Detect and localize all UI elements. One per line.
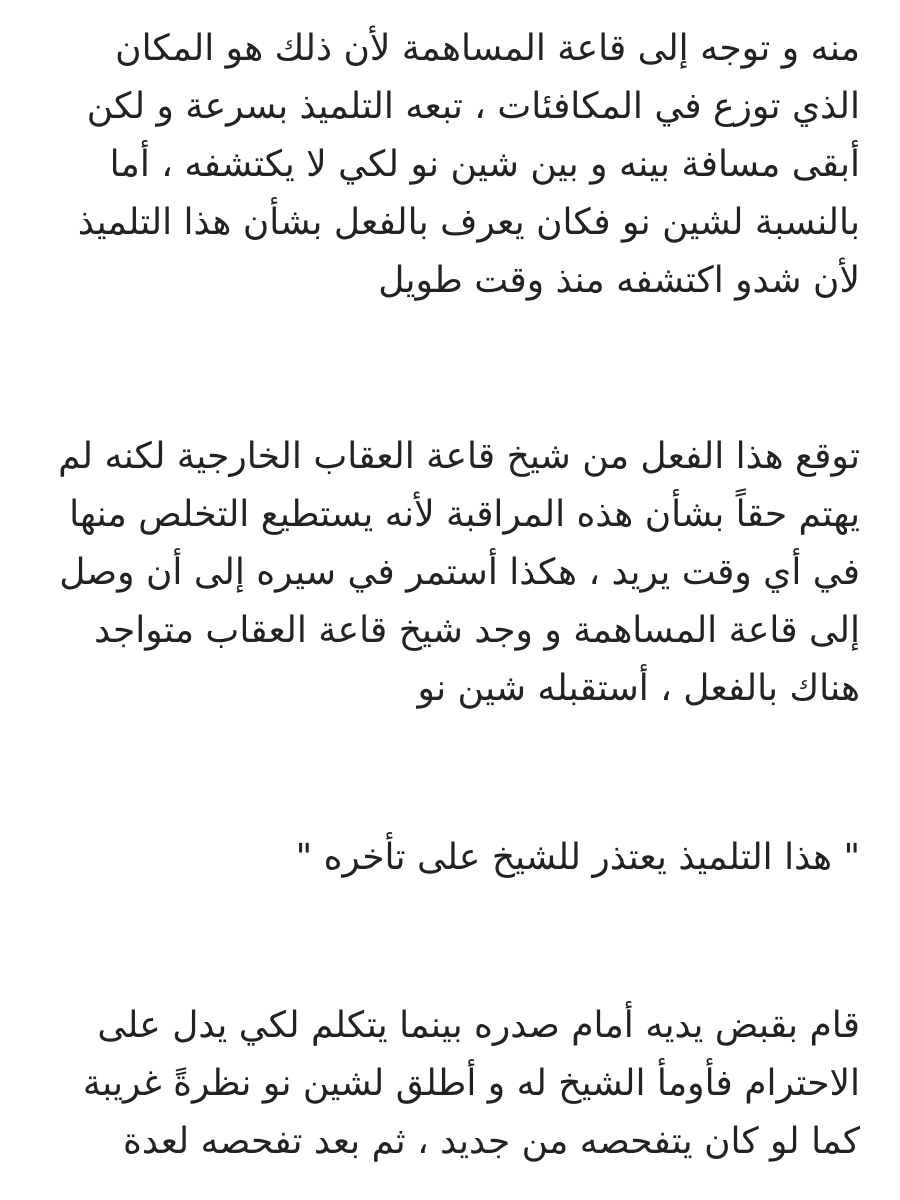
text-line: قام بقبض يديه أمام صدره بينما يتكلم لكي يدل على: [97, 1005, 860, 1046]
paragraph: [78, 20, 860, 310]
text-line: في أي وقت يريد ، هكذا أستمر في سيره إلى أن وصل: [59, 552, 860, 593]
text-line: يهتم حقاً بشأن هذه المراقبة لأنه يستطيع التخلص منها: [69, 494, 860, 535]
text-line: الذي توزع في المكافئات ، تبعه التلميذ بسرعة و لكن: [86, 86, 860, 127]
text-line: كما لو كان يتفحصه من جديد ، ثم بعد تفحصه لعدة: [122, 1121, 860, 1162]
text-line: " هذا التلميذ يعتذر للشيخ على تأخره ": [295, 837, 860, 878]
text-line: هناك بالفعل ، أستقبله شين نو: [417, 668, 860, 709]
text-line: بالنسبة لشين نو فكان يعرف بالفعل بشأن هذا التلميذ: [77, 202, 860, 243]
text-line: أبقى مسافة بينه و بين شين نو لكي لا يكتشفه ، أما: [109, 144, 860, 185]
text-line: توقع هذا الفعل من شيخ قاعة العقاب الخارجية لكنه لم: [58, 436, 860, 477]
paragraph: [58, 428, 860, 718]
dialogue-paragraph: [296, 829, 860, 887]
text-line: منه و توجه إلى قاعة المساهمة لأن ذلك هو المكان: [115, 28, 860, 69]
paragraph: [83, 997, 860, 1171]
text-line: لأن شدو اكتشفه منذ وقت طويل: [378, 260, 860, 301]
text-line: إلى قاعة المساهمة و وجد شيخ قاعة العقاب متواجد: [94, 610, 860, 651]
text-line: الاحترام فأومأ الشيخ له و أطلق لشين نو نظرةً غريبة: [82, 1063, 860, 1104]
